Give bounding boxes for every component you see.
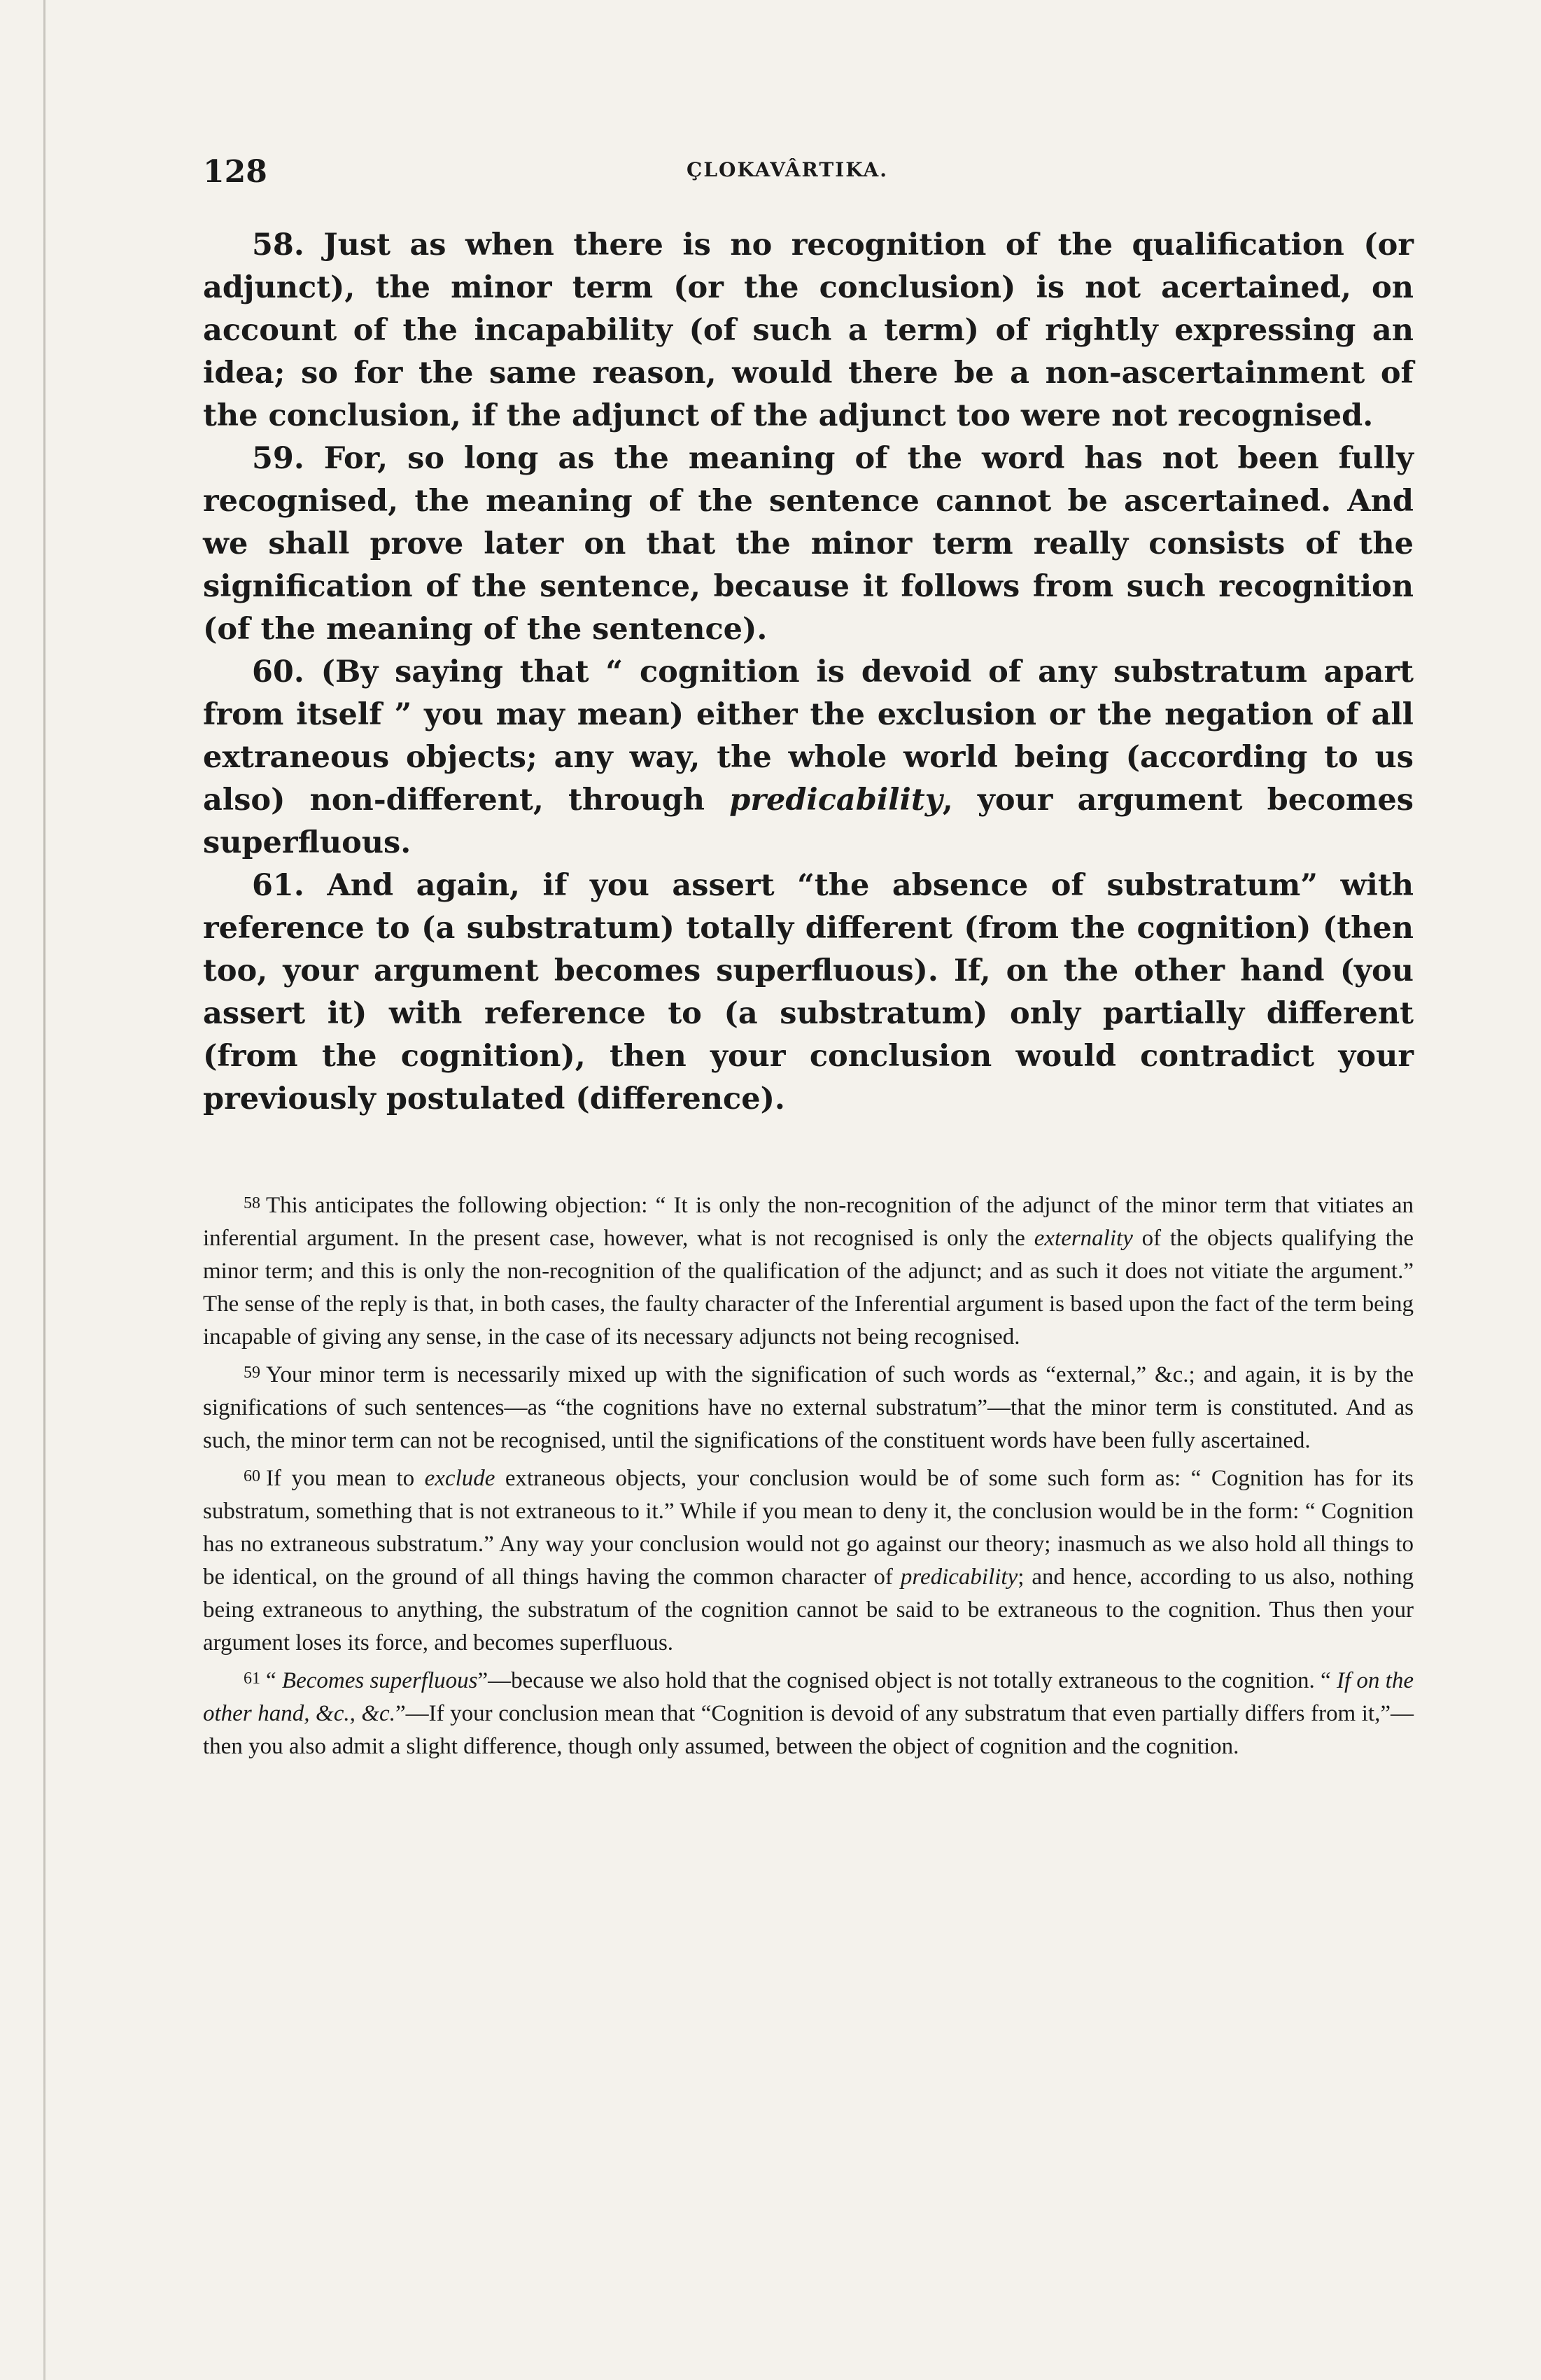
paragraph-text: This anticipates the following objection: “ It is only the non-recognition of the adjunct of the minor term that vitiates an inferential argument. In the present case, however, what is not recognised is only the bbox=[203, 1193, 1414, 1251]
verse-59. bbox=[203, 438, 1414, 651]
verse-number: 61. bbox=[252, 868, 304, 903]
verse-58. bbox=[203, 224, 1414, 438]
paragraph-text: ”—because we also hold that the cognised object is not totally extraneous to the cognition. “ bbox=[477, 1668, 1337, 1693]
paragraph-text: “ bbox=[266, 1668, 282, 1693]
scan-edge-shadow bbox=[43, 0, 45, 2380]
footnote-61 bbox=[203, 1662, 1414, 1763]
book-page bbox=[203, 154, 1414, 1766]
italic-term: externality bbox=[1034, 1226, 1133, 1251]
verse-60. bbox=[203, 651, 1414, 864]
footnote-number: 58 bbox=[244, 1194, 260, 1212]
italic-term: exclude bbox=[424, 1466, 495, 1491]
paragraph-text: extraneous objects, your conclusion would be of some such form as: “ Cognition has for its substratum, something that is not extraneous to it.” While if you mean to deny it, the conclusion would be in the form: “ Cognition has no extraneous substratum.” Any way your conclusion would not go against our theory; inasmuch as we also hold all things to be identical, on the ground of all things having the common character of bbox=[203, 1466, 1414, 1590]
footnote-58 bbox=[203, 1187, 1414, 1354]
italic-term: Becomes superfluous bbox=[281, 1668, 478, 1693]
page-header bbox=[203, 154, 1414, 203]
paragraph-text: ; and hence, according to us also, nothing being extraneous to anything, the substratum of the cognition cannot be said to be extraneous to the cognition. Thus then your argument loses its force, and becomes superfluous. bbox=[203, 1564, 1414, 1656]
italic-term: predicability bbox=[729, 783, 943, 818]
paragraph-text: , your argument becomes superfluous. bbox=[203, 783, 1414, 860]
paragraph-text: Your minor term is necessarily mixed up with the signification of such words as “external,” &c.; and again, it is by the significations of such sentences—as “the cognitions have no external substratum”—that the minor term is constituted. And as such, the minor term can not be recognised, until the significations of the constituent words have been fully ascertained. bbox=[203, 1362, 1414, 1453]
italic-term: predicability bbox=[900, 1564, 1018, 1590]
running-title: ÇLOKAVÂRTIKA. bbox=[687, 158, 888, 181]
page-number: 128 bbox=[203, 154, 267, 190]
paragraph-text: (By saying that “ cognition is devoid of any substratum apart from itself ” you may mean) either the exclusion or the negation of all extraneous objects; any way, the whole world being (according to us also) non-different, through bbox=[203, 654, 1414, 818]
paragraph-text: ”—If your conclusion mean that “Cognition is devoid of any substratum that even partially differs from it,”—then you also admit a slight difference, though only assumed, between the object of cognition and the cognition. bbox=[203, 1701, 1414, 1759]
paragraph-text: of the objects qualifying the minor term; and this is only the non-recognition of the qualification of the adjunct; and as such it does not vitiate the argument.” The sense of the reply is that, in both cases, the faulty character of the Inferential argument is based upon the fact of the term being incapable of giving any sense, in the case of its necessary adjuncts not being recognised. bbox=[203, 1226, 1414, 1350]
footnote-59 bbox=[203, 1357, 1414, 1457]
footnote-60 bbox=[203, 1460, 1414, 1660]
footnote-number: 60 bbox=[244, 1467, 260, 1485]
paragraph-text: Just as when there is no recognition of the qualification (or adjunct), the minor term (or the conclusion) is not acertained, on account of the incapability (of such a term) of rightly expressing an idea; so for the same reason, would there be a non-ascertainment of the conclusion, if the adjunct of the adjunct too were not recognised. bbox=[203, 227, 1414, 433]
verse-number: 60. bbox=[252, 654, 304, 690]
paragraph-text: If you mean to bbox=[266, 1466, 425, 1491]
footnote-number: 61 bbox=[244, 1670, 260, 1688]
main-text bbox=[203, 224, 1414, 1121]
footnotes bbox=[203, 1187, 1414, 1763]
verse-61. bbox=[203, 864, 1414, 1121]
footnote-number: 59 bbox=[244, 1364, 260, 1382]
verse-number: 58. bbox=[252, 227, 304, 262]
italic-term: If on the other hand, &c., &c. bbox=[203, 1668, 1414, 1726]
verse-number: 59. bbox=[252, 441, 304, 476]
paragraph-text: For, so long as the meaning of the word has not been fully recognised, the meaning of the sentence cannot be ascertained. And we shall prove later on that the minor term really consists of the signification of the sentence, because it follows from such recognition (of the meaning of the sentence). bbox=[203, 441, 1414, 647]
paragraph-text: And again, if you assert “the absence of substratum” with reference to (a substratum) totally different (from the cognition) (then too, your argument becomes superfluous). If, on the other hand (you assert it) with reference to (a substratum) only partially different (from the cognition), then your conclusion would contradict your previously postulated (difference). bbox=[203, 868, 1414, 1116]
